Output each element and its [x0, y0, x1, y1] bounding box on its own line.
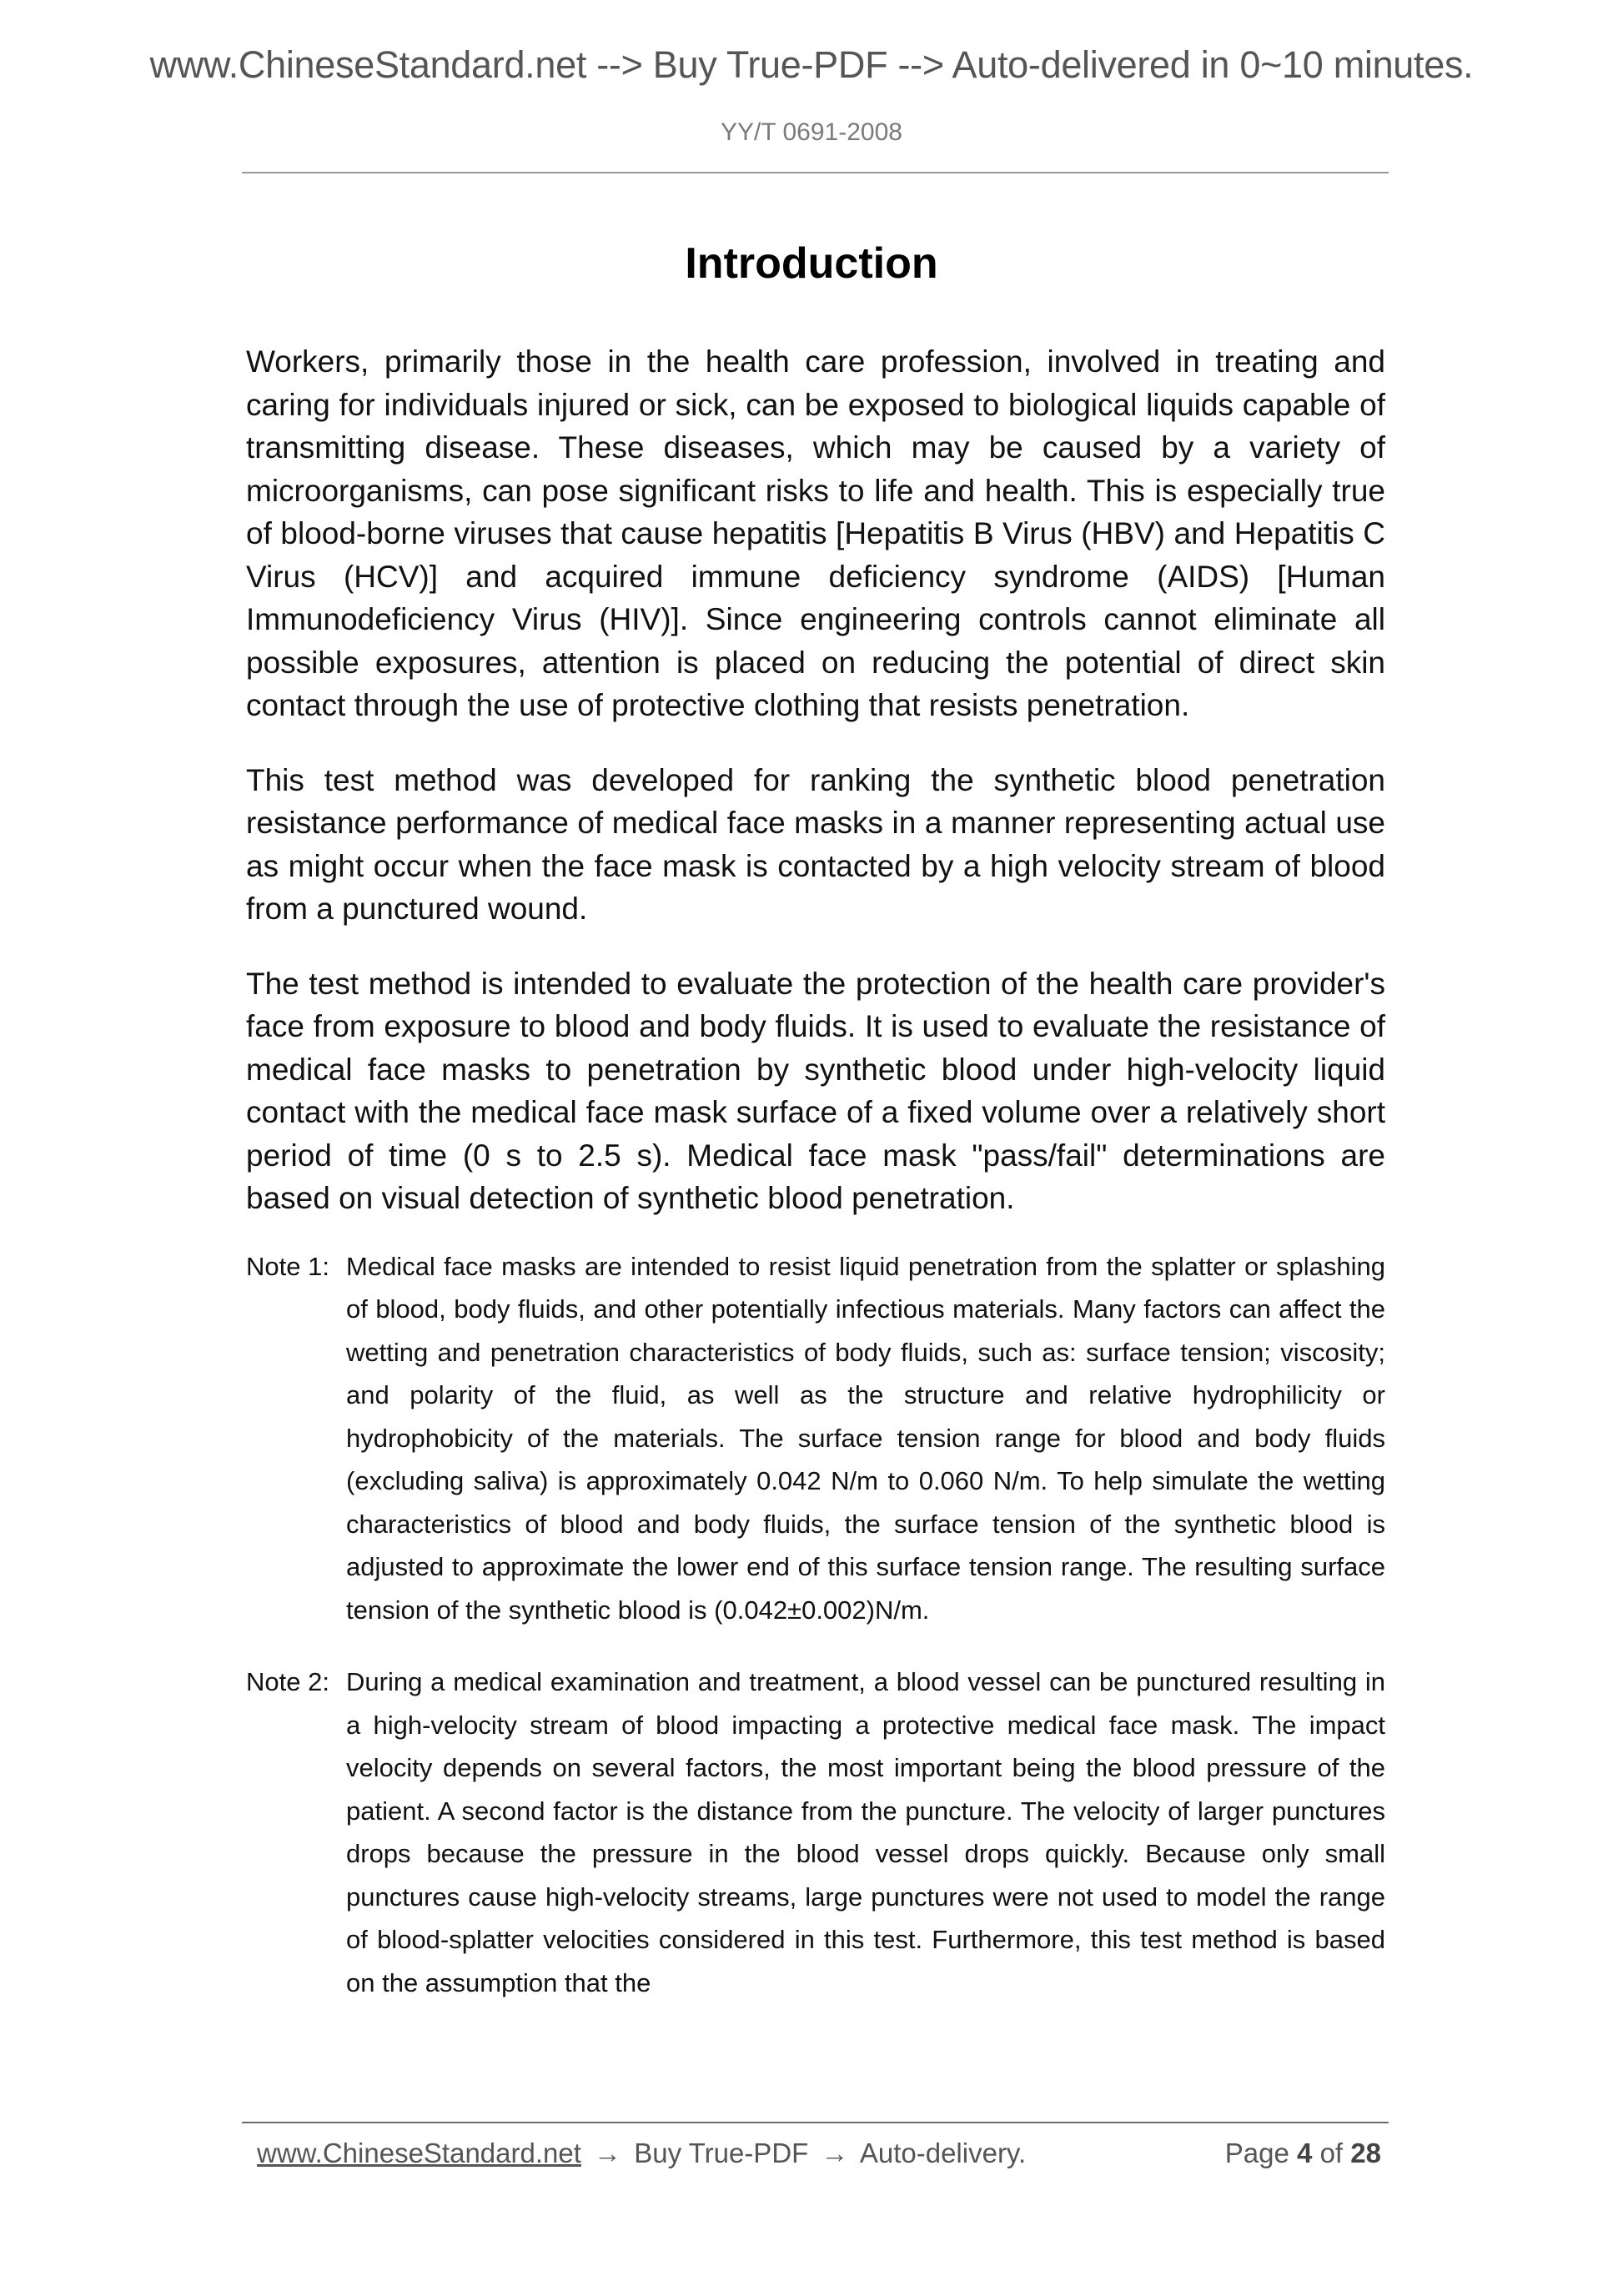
note-2	[246, 1660, 1385, 2004]
document-body	[246, 340, 1385, 2033]
page-label: Page	[1224, 2138, 1289, 2168]
note-label: Note 2:	[246, 1667, 329, 1696]
page-number	[1225, 2138, 1381, 2169]
arrow-right-icon: →	[594, 2138, 622, 2168]
footer-step-delivery: Auto-delivery.	[859, 2138, 1027, 2168]
header-divider	[242, 172, 1389, 173]
top-banner: www.ChineseStandard.net --> Buy True-PDF --> Auto-delivered in 0~10 minutes.	[149, 43, 1474, 86]
arrow-right-icon: →	[821, 2138, 849, 2168]
footer-promo	[257, 2138, 1026, 2169]
paragraph: Workers, primarily those in the health care profession, involved in treating and caring for individuals injured or sick, can be exposed to biological liquids capable of transmitting disease. These diseases, which may be caused by a variety of microorganisms, can pose significant risks to life and health. This is especially true of blood-borne viruses that cause hepatitis [Hepatitis B Virus (HBV) and Hepatitis C Virus (HCV)] and acquired immune deficiency syndrome (AIDS) [Human Immunodeficiency Virus (HIV)]. Since engineering controls cannot eliminate all possible exposures, attention is placed on reducing the potential of direct skin contact through the use of protective clothing that resists penetration.	[246, 344, 1385, 722]
paragraph: The test method is intended to evaluate the protection of the health care provider's face from exposure to blood and body fluids. It is used to evaluate the resistance of medical face masks to penetration by synthetic blood under high-velocity liquid contact with the medical face mask surface of a fixed volume over a relatively short period of time (0 s to 2.5 s). Medical face mask "pass/fail" determinations are based on visual detection of synthetic blood penetration.	[246, 966, 1385, 1215]
footer-divider	[242, 2122, 1389, 2123]
note-text: During a medical examination and treatment, a blood vessel can be punctured resulting in a high-velocity stream of blood impacting a protective medical face mask. The impact velocity depends on several factors, the most important being the blood pressure of the patient. A second factor is the distance from the puncture. The velocity of larger punctures drops because the pressure in the blood vessel drops quickly. Because only small punctures cause high-velocity streams, large punctures were not used to model the range of blood-splatter velocities considered in this test. Furthermore, this test method is based on the assumption that the	[346, 1667, 1385, 1997]
total-pages: 28	[1350, 2138, 1381, 2168]
paragraph: This test method was developed for ranking the synthetic blood penetration resistance performance of medical face masks in a manner representing actual use as might occur when the face mask is contacted by a high velocity stream of blood from a punctured wound.	[246, 762, 1385, 926]
note-label: Note 1:	[246, 1251, 329, 1281]
page-of: of	[1319, 2138, 1344, 2168]
page-footer	[257, 2137, 1381, 2170]
note-text: Medical face masks are intended to resist liquid penetration from the splatter or splashing of blood, body fluids, and other potentially infectious materials. Many factors can affect the wetting and penetration characteristics of body fluids, such as: surface tension; viscosity; and polarity of the fluid, as well as the structure and relative hydrophilicity or hydrophobicity of the materials. The surface tension range for blood and body fluids (excluding saliva) is approximately 0.042 N/m to 0.060 N/m. To help simulate the wetting characteristics of blood and body fluids, the surface tension of the synthetic blood is adjusted to approximate the lower end of this surface tension range. The resulting surface tension of the synthetic blood is (0.042±0.002)N/m.	[346, 1251, 1385, 1625]
current-page: 4	[1297, 2138, 1313, 2168]
footer-website-link[interactable]: www.ChineseStandard.net	[257, 2138, 581, 2168]
footer-step-buy: Buy True-PDF	[634, 2138, 809, 2168]
document-code: YY/T 0691-2008	[721, 118, 902, 146]
note-1	[246, 1245, 1385, 1632]
page-title: Introduction	[685, 239, 938, 288]
